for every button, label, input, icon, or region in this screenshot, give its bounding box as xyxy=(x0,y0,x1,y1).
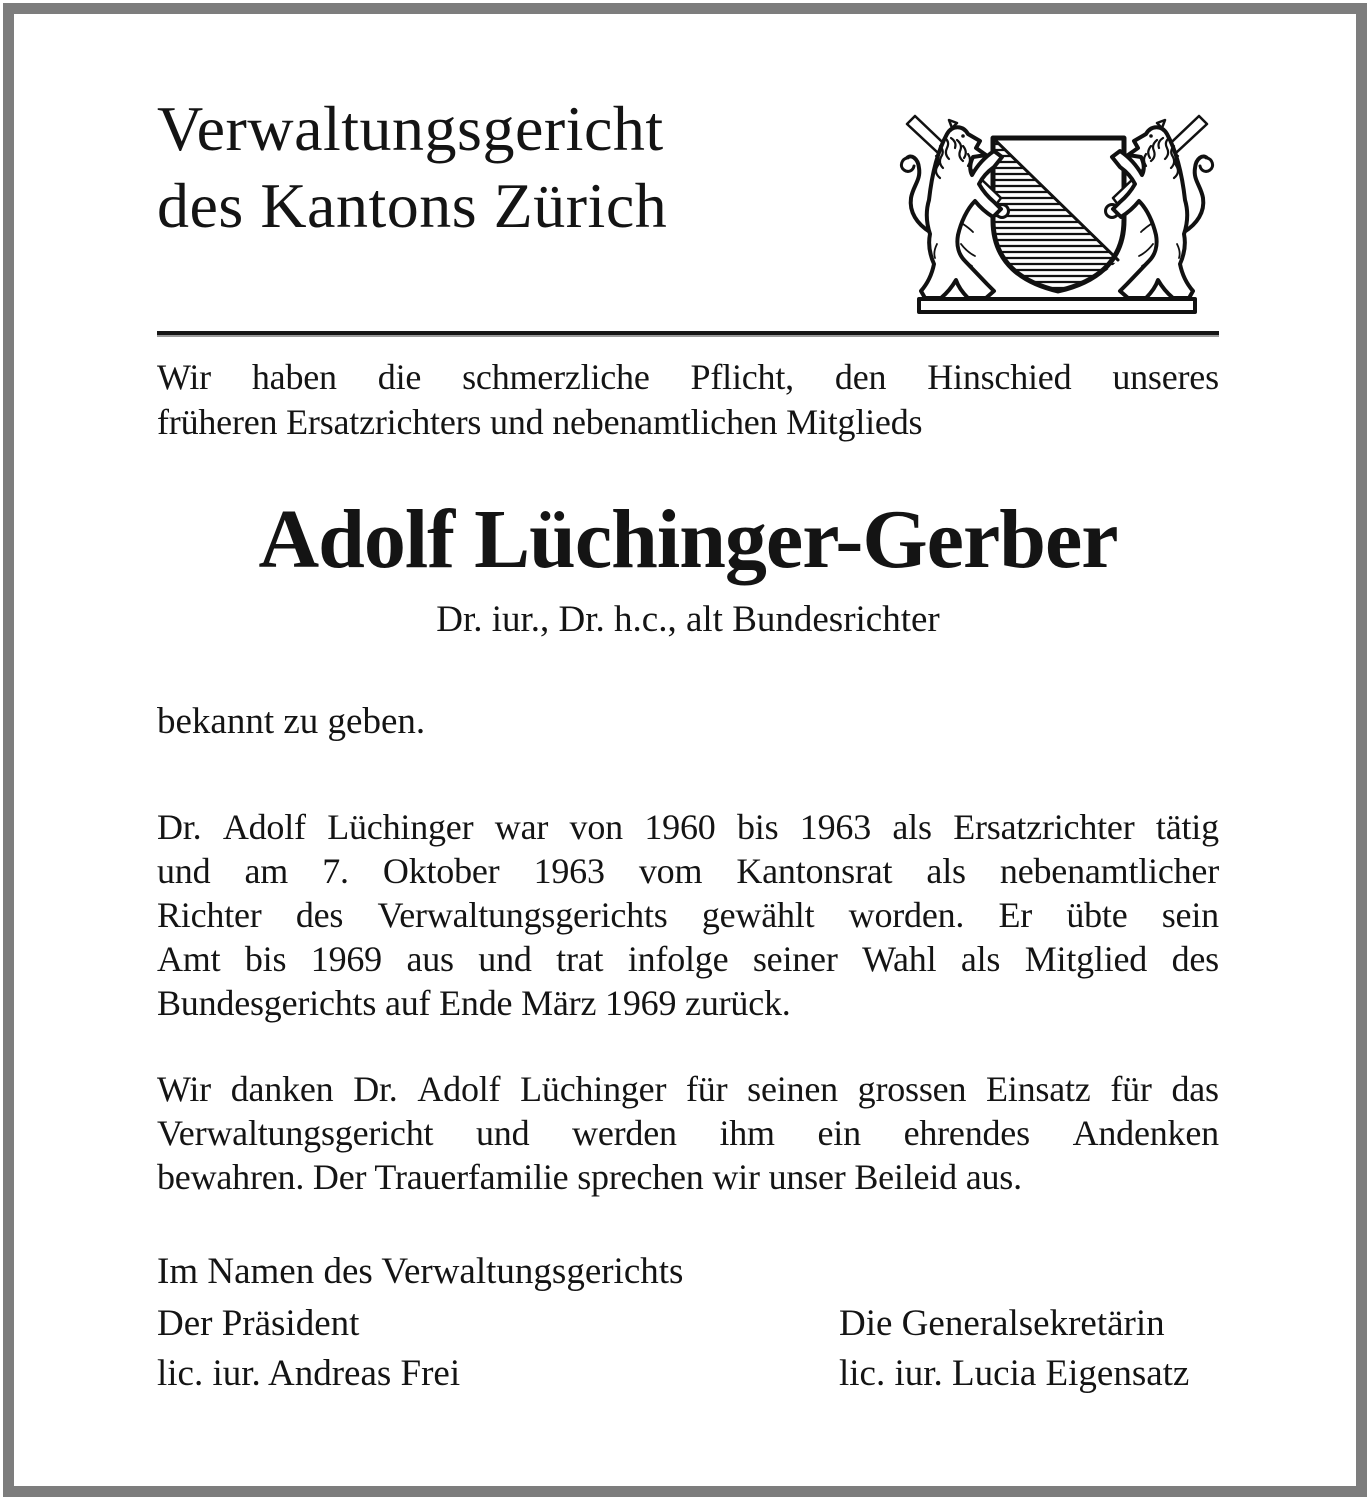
tribute-line: Verwaltungsgericht und werden ihm ein ehrendes Andenken xyxy=(157,1113,1219,1153)
signature-roles xyxy=(157,1302,1219,1346)
signature-on-behalf: Im Namen des Verwaltungsgerichts xyxy=(157,1251,684,1292)
intro-line: früheren Ersatzrichters und nebenamtlichen Mitglieds xyxy=(157,402,923,442)
masthead-line-2: des Kantons Zürich xyxy=(157,170,668,241)
obituary-page xyxy=(3,3,1367,1497)
biography-line: Amt bis 1969 aus und trat infolge seiner Wahl als Mitglied des xyxy=(157,939,1219,979)
intro-paragraph xyxy=(157,355,1219,445)
deceased-name: Adolf Lüchinger-Gerber xyxy=(258,493,1118,586)
announcement-line: bekannt zu geben. xyxy=(157,701,426,742)
biography-line: und am 7. Oktober 1963 vom Kantonsrat als nebenamtlicher xyxy=(157,851,1219,891)
secretary-name: lic. iur. Lucia Eigensatz xyxy=(839,1353,1190,1394)
biography-line: Bundesgerichts auf Ende März 1969 zurück. xyxy=(157,983,791,1023)
president-name: lic. iur. Andreas Frei xyxy=(157,1353,461,1394)
signature-names xyxy=(157,1352,1219,1396)
secretary-role: Die Generalsekretärin xyxy=(839,1303,1165,1344)
president-role: Der Präsident xyxy=(157,1303,360,1344)
tribute-line: Wir danken Dr. Adolf Lüchinger für seinen grossen Einsatz für das xyxy=(157,1069,1219,1109)
intro-line: Wir haben die schmerzliche Pflicht, den Hinschied unseres xyxy=(157,357,1219,397)
biography-line: Dr. Adolf Lüchinger war von 1960 bis 1963 als Ersatzrichter tätig xyxy=(157,807,1219,847)
tribute-paragraph xyxy=(157,1067,1219,1199)
biography-line: Richter des Verwaltungsgerichts gewählt worden. Er übte sein xyxy=(157,895,1219,935)
tribute-line: bewahren. Der Trauerfamilie sprechen wir unser Beileid aus. xyxy=(157,1157,1022,1197)
zurich-coat-of-arms-icon xyxy=(897,94,1217,326)
masthead-line-1: Verwaltungsgericht xyxy=(157,93,664,164)
biography-paragraph xyxy=(157,805,1219,1025)
court-masthead xyxy=(157,90,667,244)
divider-rule xyxy=(157,331,1219,335)
deceased-titles: Dr. iur., Dr. h.c., alt Bundesrichter xyxy=(436,599,940,640)
